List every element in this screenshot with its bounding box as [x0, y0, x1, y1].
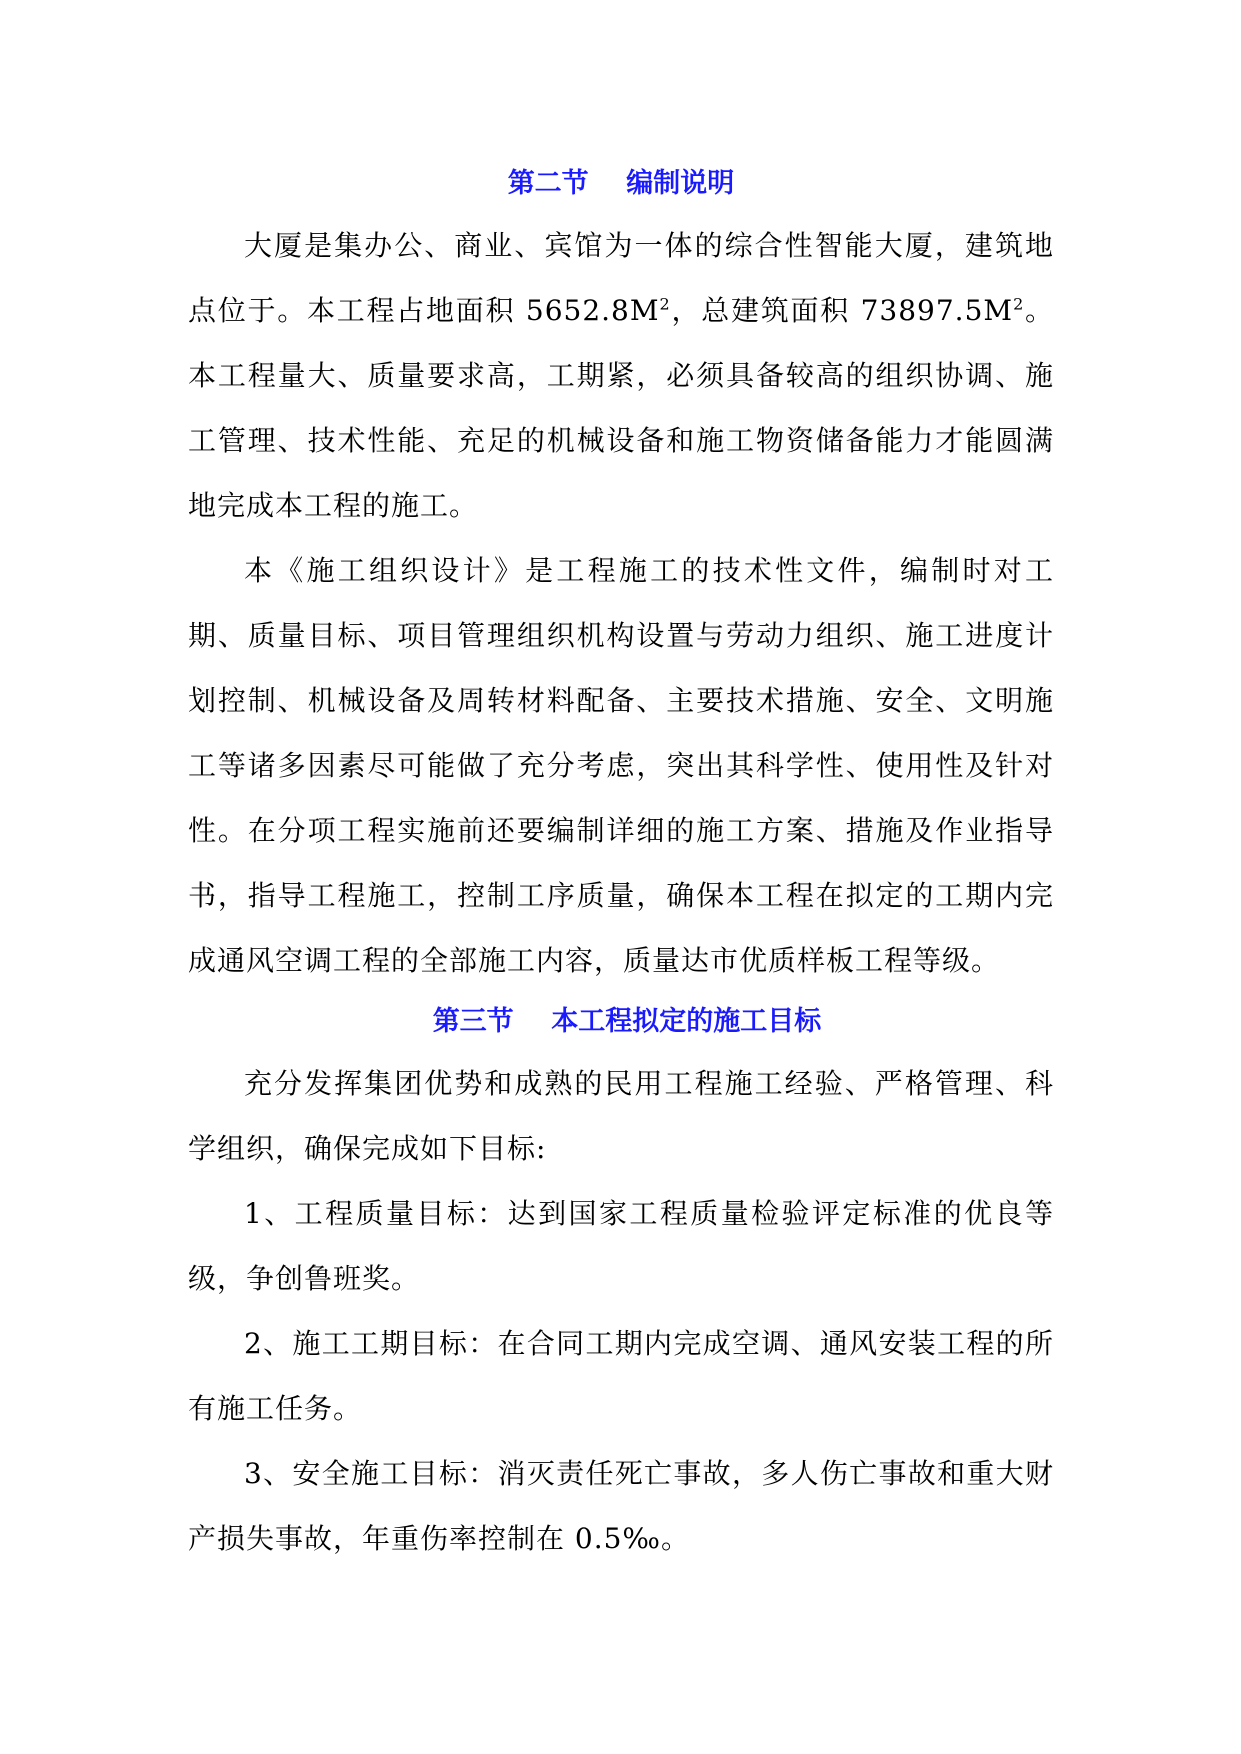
paragraph-1-text-b: ，总建筑面积 73897.5M — [670, 294, 1014, 327]
goal-1-quality: 1、工程质量目标：达到国家工程质量检验评定标准的优良等级，争创鲁班奖。 — [188, 1197, 1054, 1295]
paragraph-1-text-a: 大厦是集办公、商业、宾馆为一体的综合性智能大厦，建筑地点位于。本工程占地面积 5652.8M — [188, 229, 1054, 327]
section-3-heading: 第三节 本工程拟定的施工目标 — [432, 1006, 822, 1037]
section-2-paragraph-1 — [188, 213, 1054, 538]
section-2-heading: 第二节 编制说明 — [507, 168, 735, 199]
superscript-area-unit: 2 — [659, 294, 671, 314]
paragraph-1-text-c: 。本工程量大、质量要求高，工期紧，必须具备较高的组织协调、施工管理、技术性能、充足的机械设备和施工物资储备能力才能圆满地完成本工程的施工。 — [188, 294, 1054, 522]
section-3-intro: 充分发挥集团优势和成熟的民用工程施工经验、严格管理、科学组织，确保完成如下目标: — [188, 1067, 1054, 1165]
goal-2-schedule: 2、施工工期目标：在合同工期内完成空调、通风安装工程的所有施工任务。 — [188, 1327, 1054, 1425]
goal-3-safety: 3、安全施工目标：消灭责任死亡事故，多人伤亡事故和重大财产损失事故，年重伤率控制在 0.5‰。 — [188, 1457, 1054, 1555]
document-body — [188, 155, 1054, 1571]
superscript-area-unit-2: 2 — [1013, 294, 1025, 314]
section-2-paragraph-2: 本《施工组织设计》是工程施工的技术性文件，编制时对工期、质量目标、项目管理组织机构设置与劳动力组织、施工进度计划控制、机械设备及周转材料配备、主要技术措施、安全、文明施工等诸多因素尽可能做了充分考虑，突出其科学性、使用性及针对性。在分项工程实施前还要编制详细的施工方案、措施及作业指导书，指导工程施工，控制工序质量，确保本工程在拟定的工期内完成通风空调工程的全部施工内容，质量达市优质样板工程等级。 — [188, 554, 1054, 977]
